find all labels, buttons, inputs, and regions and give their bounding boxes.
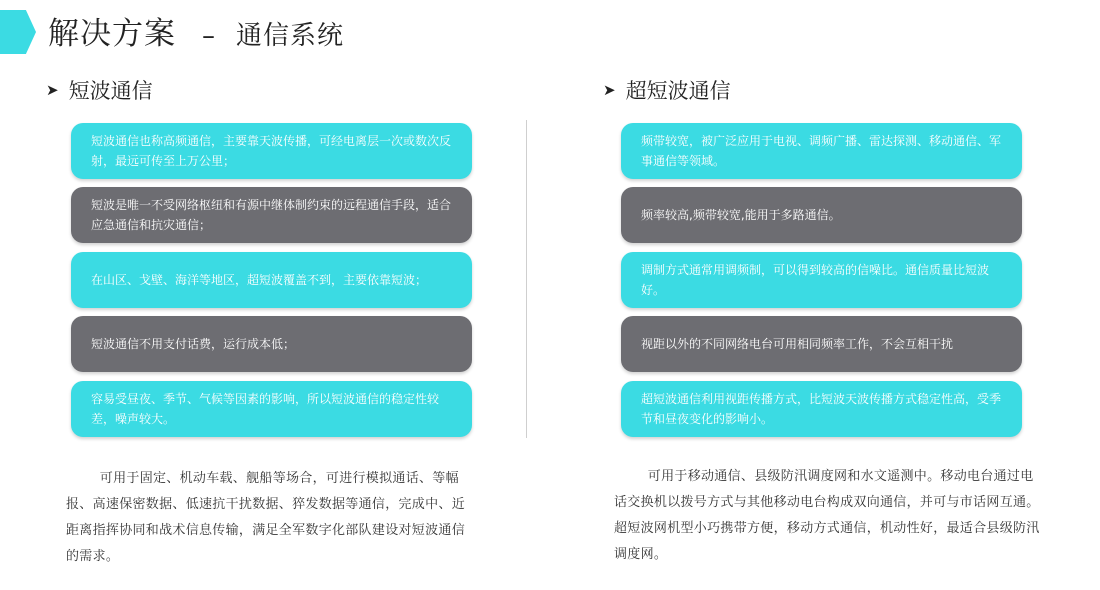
title-subtitle: 通信系统 bbox=[236, 21, 345, 51]
page-title bbox=[48, 14, 344, 56]
right-card-5 bbox=[621, 381, 1022, 437]
left-heading-text: 短波通信 bbox=[68, 79, 153, 103]
right-card-4-text: 视距以外的不同网络电台可用相同频率工作，不会互相干扰 bbox=[641, 337, 954, 351]
right-card-1-text: 频带较宽，被广泛应用于电视、调频广播、雷达探测、移动通信、军事通信等领域。 bbox=[641, 134, 1002, 168]
right-card-2-text: 频率较高,频带较宽,能用于多路通信。 bbox=[641, 208, 841, 222]
title-accent-shape bbox=[0, 10, 36, 54]
left-card-2-text: 短波是唯一不受网络枢纽和有源中继体制约束的远程通信手段，适合应急通信和抗灾通信； bbox=[91, 198, 452, 232]
right-card-2 bbox=[621, 187, 1022, 243]
right-heading-text: 超短波通信 bbox=[625, 79, 731, 103]
title-dash: – bbox=[202, 21, 216, 51]
left-section-heading bbox=[46, 76, 153, 104]
right-card-1 bbox=[621, 123, 1022, 179]
left-card-4 bbox=[71, 316, 472, 372]
left-description-paragraph: 可用于固定、机动车载、舰船等场合，可进行模拟通话、等幅报、高速保密数据、低速抗干扰数据、猝发数据等通信，完成中、近距离指挥协同和战术信息传输，满足全军数字化部队建设对短波通信的需求。 bbox=[66, 471, 466, 564]
column-divider bbox=[526, 120, 527, 438]
title-main: 解决方案 bbox=[48, 16, 176, 52]
left-card-5-text: 容易受昼夜、季节、气候等因素的影响，所以短波通信的稳定性较差，噪声较大。 bbox=[91, 392, 440, 426]
arrow-bullet-icon: ➤ bbox=[603, 81, 616, 99]
right-card-3 bbox=[621, 252, 1022, 308]
right-card-3-text: 调制方式通常用调频制，可以得到较高的信噪比。通信质量比短波好。 bbox=[641, 263, 990, 297]
left-card-4-text: 短波通信不用支付话费，运行成本低； bbox=[91, 337, 296, 351]
left-card-2 bbox=[71, 187, 472, 243]
right-section-heading bbox=[603, 76, 731, 104]
right-card-5-text: 超短波通信利用视距传播方式，比短波天波传播方式稳定性高，受季节和昼夜变化的影响小。 bbox=[641, 392, 1002, 426]
left-card-3-text: 在山区、戈壁、海洋等地区，超短波覆盖不到，主要依靠短波； bbox=[91, 273, 428, 287]
right-card-4 bbox=[621, 316, 1022, 372]
left-card-3 bbox=[71, 252, 472, 308]
left-card-1 bbox=[71, 123, 472, 179]
arrow-bullet-icon: ➤ bbox=[46, 81, 59, 99]
right-description-paragraph: 可用于移动通信、县级防汛调度网和水文遥测中。移动电台通过电话交换机以拨号方式与其他移动电台构成双向通信，并可与市话网互通。超短波网机型小巧携带方便，移动方式通信，机动性好，最适合县级防汛调度网。 bbox=[614, 469, 1040, 562]
left-card-1-text: 短波通信也称高频通信，主要靠天波传播，可经电离层一次或数次反射，最远可传至上万公里； bbox=[91, 134, 452, 168]
left-card-5 bbox=[71, 381, 472, 437]
